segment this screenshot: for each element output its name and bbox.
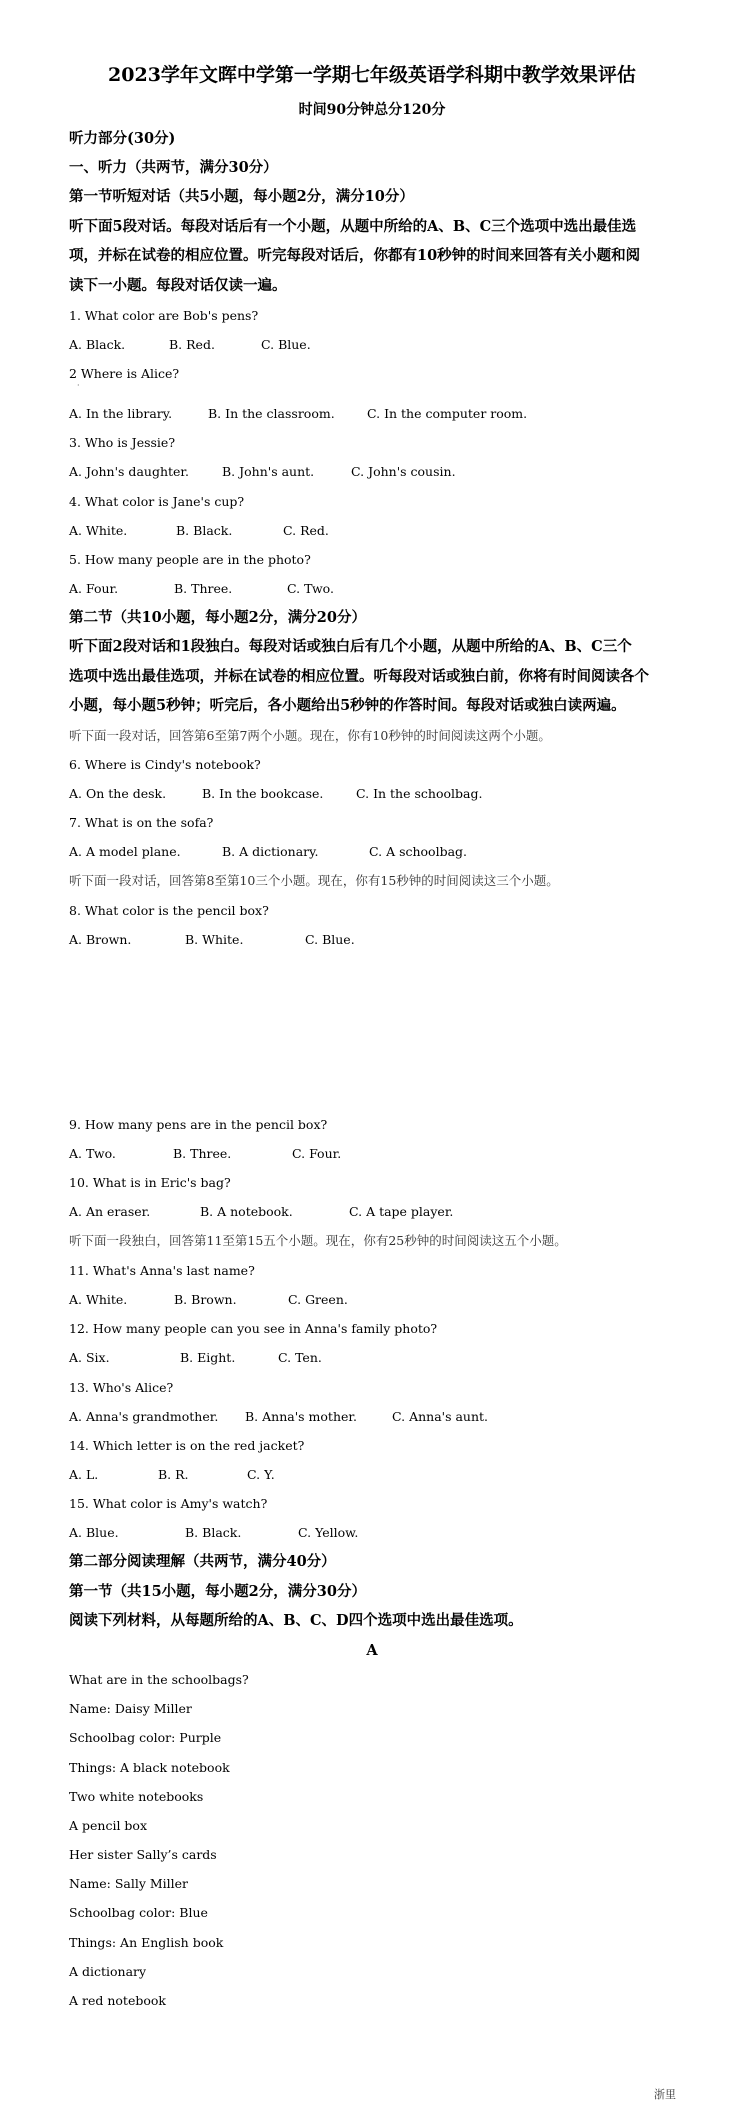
part2-note: 听下面一段独白，回答第11至第15五个小题。现在，你有25秒钟的时间阅读这五个小题。: [69, 1233, 567, 1248]
option-a: A. On the desk.: [69, 786, 167, 801]
option-b: B. Red.: [169, 337, 215, 352]
option-b: B. Anna's mother.: [245, 1409, 357, 1424]
question-2: 2 Where is Alice?: [69, 366, 180, 381]
option-a: A. Blue.: [69, 1525, 119, 1540]
question-11: 11. What's Anna's last name?: [69, 1263, 255, 1278]
option-c: C. John's cousin.: [351, 464, 456, 479]
option-b: B. In the bookcase.: [202, 786, 324, 801]
option-a: A. Black.: [69, 337, 126, 352]
option-a: A. A model plane.: [69, 844, 181, 859]
option-b: B. White.: [185, 932, 244, 947]
option-b: B. R.: [158, 1467, 189, 1482]
option-b: B. John's aunt.: [222, 464, 315, 479]
option-c: C. Blue.: [261, 337, 311, 352]
option-c: C. Green.: [288, 1292, 348, 1307]
option-b: B. A notebook.: [200, 1204, 293, 1219]
question-1: 1. What color are Bob's pens?: [69, 308, 259, 323]
option-b: B. In the classroom.: [208, 406, 335, 421]
option-a: A. Six.: [69, 1350, 110, 1365]
footer-mark: 浙里: [654, 2088, 676, 2101]
option-a: A. Four.: [69, 581, 119, 596]
passage-line: Things: An English book: [69, 1935, 224, 1950]
option-a: A. An eraser.: [69, 1204, 151, 1219]
part2-heading: 第二节（共10小题，每小题2分，满分20分）: [69, 609, 366, 626]
reading-subheading: 第一节（共15小题，每小题2分，满分30分）: [69, 1583, 366, 1600]
option-c: C. Ten.: [278, 1350, 322, 1365]
question-9: 9. How many pens are in the pencil box?: [69, 1117, 328, 1132]
part1-instruction-line: 项，并标在试卷的相应位置。听完每段对话后，你都有10秒钟的时间来回答有关小题和阅: [69, 247, 641, 264]
passage-line: Name: Sally Miller: [69, 1876, 189, 1891]
question-6: 6. Where is Cindy's notebook?: [69, 757, 261, 772]
option-a: A. Brown.: [69, 932, 132, 947]
exam-subtitle: 时间90分钟总分120分: [298, 102, 446, 118]
question-8: 8. What color is the pencil box?: [69, 903, 269, 918]
passage-label: A: [366, 1642, 378, 1659]
option-c: C. Two.: [287, 581, 334, 596]
option-b: B. Black.: [185, 1525, 242, 1540]
passage-line: Schoolbag color: Purple: [69, 1730, 222, 1745]
listening-header: 听力部分(30分): [69, 130, 176, 147]
option-b: B. Three.: [173, 1146, 232, 1161]
option-a: A. Two.: [69, 1146, 116, 1161]
part2-instruction-line: 小题，每小题5秒钟；听完后，各小题给出5秒钟的作答时间。每段对话或独白读两遍。: [69, 697, 626, 714]
option-b: B. Brown.: [174, 1292, 237, 1307]
question-3: 3. Who is Jessie?: [69, 435, 176, 450]
question-14: 14. Which letter is on the red jacket?: [69, 1438, 305, 1453]
reading-heading: 第二部分阅读理解（共两节，满分40分）: [69, 1553, 336, 1570]
option-a: A. Anna's grandmother.: [69, 1409, 219, 1424]
question-13: 13. Who's Alice?: [69, 1380, 174, 1395]
part2-instruction-line: 选项中选出最佳选项，并标在试卷的相应位置。听每段对话或独白前，你将有时间阅读各个: [69, 668, 649, 685]
option-a: A. John's daughter.: [69, 464, 189, 479]
question-4: 4. What color is Jane's cup?: [69, 494, 245, 509]
option-b: B. Eight.: [180, 1350, 236, 1365]
option-c: C. Yellow.: [298, 1525, 359, 1540]
passage-line: What are in the schoolbags?: [69, 1672, 249, 1687]
option-c: C. Blue.: [305, 932, 355, 947]
option-c: C. Four.: [292, 1146, 342, 1161]
passage-line: A red notebook: [69, 1993, 166, 2008]
question-5: 5. How many people are in the photo?: [69, 552, 311, 567]
question-10: 10. What is in Eric's bag?: [69, 1175, 231, 1190]
passage-line: Name: Daisy Miller: [69, 1701, 192, 1716]
passage-line: Things: A black notebook: [69, 1760, 230, 1775]
scan-mark: ·: [77, 381, 80, 390]
question-12: 12. How many people can you see in Anna's family photo?: [69, 1321, 438, 1336]
option-a: A. L.: [69, 1467, 99, 1482]
option-c: C. Anna's aunt.: [392, 1409, 489, 1424]
passage-line: Schoolbag color: Blue: [69, 1905, 208, 1920]
passage-line: Two white notebooks: [69, 1789, 204, 1804]
option-b: B. Three.: [174, 581, 233, 596]
part1-instruction-line: 读下一小题。每段对话仅读一遍。: [69, 277, 287, 294]
option-c: C. A schoolbag.: [369, 844, 468, 859]
part1-instruction-line: 听下面5段对话。每段对话后有一个小题，从题中所给的A、B、C三个选项中选出最佳选: [69, 218, 637, 235]
option-c: C. Y.: [247, 1467, 275, 1482]
option-a: A. White.: [69, 1292, 128, 1307]
option-a: A. White.: [69, 523, 128, 538]
part2-note: 听下面一段对话，回答第8至第10三个小题。现在，你有15秒钟的时间阅读这三个小题。: [69, 873, 559, 888]
option-c: C. A tape player.: [349, 1204, 454, 1219]
passage-line: A pencil box: [69, 1818, 147, 1833]
question-15: 15. What color is Amy's watch?: [69, 1496, 268, 1511]
section1-heading: 一、听力（共两节，满分30分）: [69, 159, 278, 176]
passage-line: A dictionary: [69, 1964, 147, 1979]
exam-title: 2023学年文晖中学第一学期七年级英语学科期中教学效果评估: [108, 64, 636, 86]
part2-note: 听下面一段对话，回答第6至第7两个小题。现在，你有10秒钟的时间阅读这两个小题。: [69, 728, 551, 743]
option-b: B. A dictionary.: [222, 844, 319, 859]
option-b: B. Black.: [176, 523, 233, 538]
reading-instruction: 阅读下列材料，从每题所给的A、B、C、D四个选项中选出最佳选项。: [69, 1612, 523, 1629]
part1-heading: 第一节听短对话（共5小题，每小题2分，满分10分）: [69, 188, 414, 205]
passage-line: Her sister Sally’s cards: [69, 1847, 217, 1862]
option-c: C. In the computer room.: [367, 406, 528, 421]
option-c: C. Red.: [283, 523, 329, 538]
option-c: C. In the schoolbag.: [356, 786, 483, 801]
question-7: 7. What is on the sofa?: [69, 815, 214, 830]
option-a: A. In the library.: [69, 406, 173, 421]
part2-instruction-line: 听下面2段对话和1段独白。每段对话或独白后有几个小题，从题中所给的A、B、C三个: [69, 638, 632, 655]
